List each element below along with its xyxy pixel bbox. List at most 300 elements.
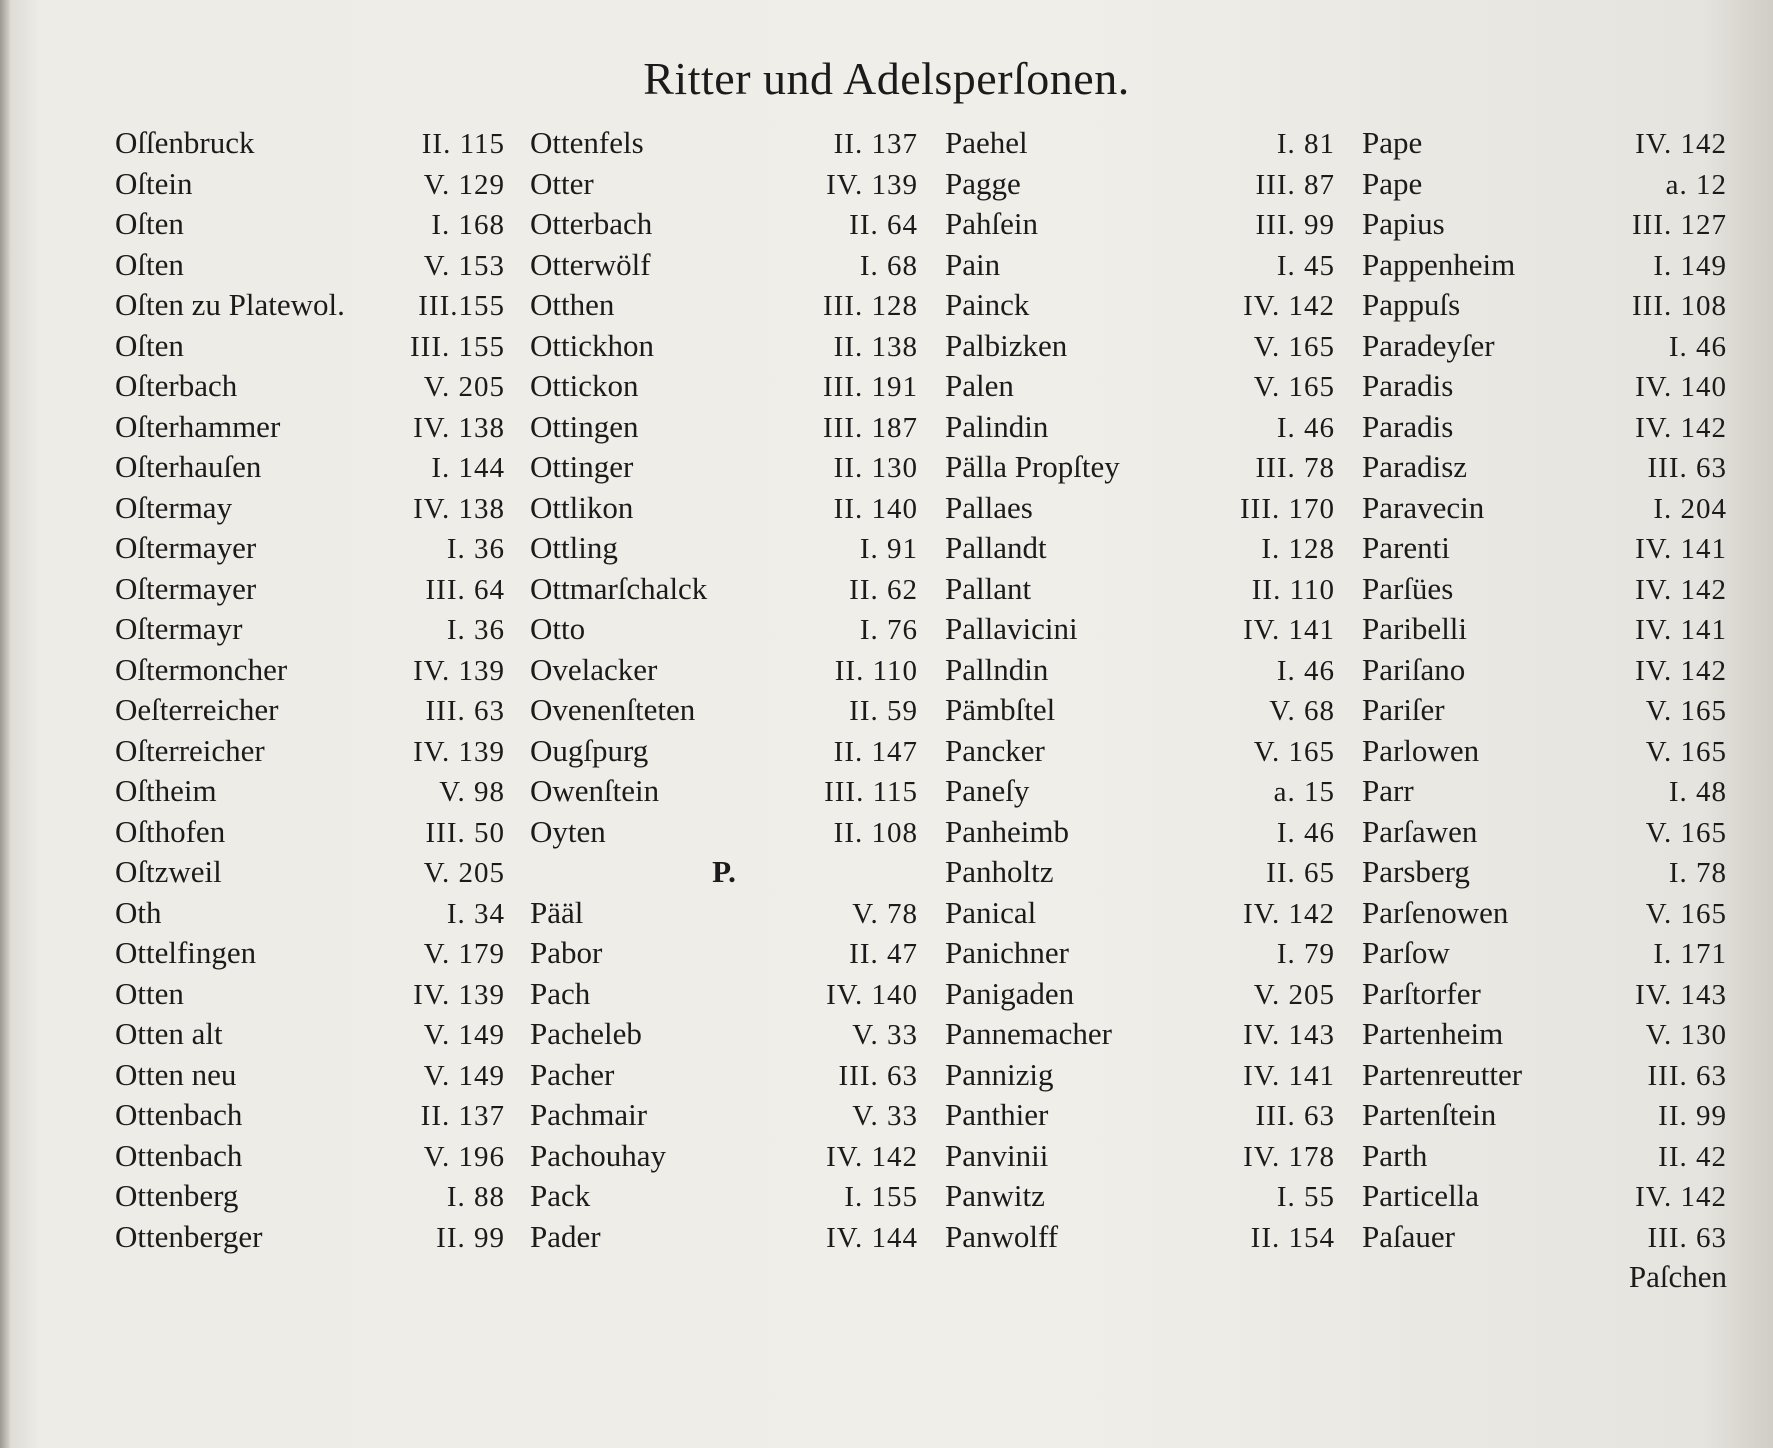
entry-reference: III. 187 [823,411,918,444]
index-entry [945,366,1335,407]
entry-reference: IV. 144 [826,1221,918,1254]
entry-reference: V. 165 [1645,897,1727,930]
index-entry [1362,569,1727,610]
entry-reference: V. 165 [1253,371,1335,403]
index-entry [1362,285,1727,326]
index-entry [945,407,1335,448]
index-entry [115,326,505,367]
entry-name: Pallandt [945,530,1047,565]
index-entry [530,366,918,407]
index-column-1 [115,123,505,1257]
entry-name: Panical [945,894,1037,930]
entry-reference: III.155 [418,290,505,322]
entry-name: Particella [1362,1178,1480,1213]
entry-reference: I. 36 [446,533,505,565]
entry-name: Ottickhon [530,327,654,363]
entry-reference: IV. 142 [1635,411,1727,444]
entry-name: Pack [530,1178,591,1213]
entry-name: Oth [115,894,162,930]
index-entry [115,812,505,853]
index-entry [1362,1014,1727,1055]
entry-name: Panvinii [945,1137,1049,1173]
entry-reference: III. 63 [838,1059,918,1092]
entry-reference: IV. 143 [1635,978,1727,1011]
index-entry [1362,366,1727,407]
index-entry [1362,1136,1727,1177]
index-entry [945,852,1335,893]
entry-reference: III. 108 [1632,290,1727,322]
entry-reference: IV. 143 [1243,1019,1335,1051]
section-heading [530,852,918,893]
entry-reference: IV. 140 [826,978,918,1011]
entry-name: Oſtermayer [115,570,257,606]
index-entry [945,609,1335,650]
entry-name: Oeſterreicher [115,692,279,727]
entry-name: Oſten [115,327,184,363]
entry-reference: IV. 138 [413,411,505,444]
entry-name: Palen [945,368,1014,403]
entry-name: Oſterreicher [115,732,265,768]
index-entry [115,366,505,407]
entry-name: Otter [530,165,594,201]
entry-reference: I. 48 [1668,776,1727,808]
index-entry [530,164,918,205]
entry-name: Paravecin [1362,489,1485,525]
entry-reference: I. 36 [446,614,505,646]
entry-name: Oſterbach [115,368,238,403]
index-entry [945,204,1335,245]
index-entry [1362,852,1727,893]
index-entry [530,285,918,326]
entry-name: Ottlikon [530,489,634,525]
entry-name: Panholtz [945,854,1054,889]
entry-reference: II. 115 [421,128,505,160]
index-entry [530,731,918,772]
entry-name: Pacheleb [530,1016,642,1051]
entry-reference: IV. 141 [1243,614,1335,646]
index-entry [945,1095,1335,1136]
index-entry [115,893,505,934]
index-entry [945,1014,1335,1055]
index-entry [945,933,1335,974]
entry-reference: V. 33 [852,1019,918,1051]
entry-name: Pappuſs [1362,287,1461,322]
index-entry [530,123,918,164]
index-entry [945,245,1335,286]
entry-name: Pabor [530,935,603,970]
entry-name: Painck [945,287,1030,322]
index-entry [115,1136,505,1177]
entry-name: Paribelli [1362,611,1468,646]
entry-name: Oſten [115,246,184,282]
entry-reference: II. 62 [849,573,918,606]
entry-reference: V. 78 [852,897,918,930]
index-entry [530,528,918,569]
entry-reference: V. 196 [423,1140,505,1173]
entry-name: Pallavicini [945,611,1078,646]
page-gutter [0,0,10,1448]
index-entry [115,528,505,569]
index-entry [1362,933,1727,974]
entry-reference: II. 110 [1251,573,1335,606]
entry-name: Pahſein [945,206,1038,241]
entry-reference: V. 165 [1253,330,1335,363]
index-entry [115,933,505,974]
entry-reference: IV. 139 [826,168,918,201]
entry-reference: IV. 139 [413,735,505,768]
index-entry [115,1176,505,1217]
entry-name: Partenſtein [1362,1097,1497,1132]
index-entry [945,650,1335,691]
index-entry [115,1217,505,1258]
entry-name: Oſterhauſen [115,449,262,484]
index-entry [1362,1217,1727,1258]
entry-name: Pääl [530,894,584,930]
entry-name: Ougſpurg [530,732,649,768]
entry-name: Oſtzweil [115,854,222,889]
entry-reference: IV. 142 [826,1140,918,1173]
entry-reference: III. 63 [425,695,505,727]
entry-name: Panwolff [945,1218,1059,1254]
entry-reference: IV. 142 [1635,1181,1727,1213]
index-entry [1362,771,1727,812]
entry-name: Owenſtein [530,773,660,808]
entry-reference: III. 87 [1255,168,1335,201]
entry-reference: I. 149 [1653,249,1727,282]
index-entry [945,488,1335,529]
entry-name: Pallaes [945,489,1033,525]
entry-reference: III. 155 [410,330,505,363]
entry-name: Paradis [1362,368,1454,403]
index-entry [1362,204,1727,245]
entry-name: Otto [530,611,586,646]
entry-reference: II. 99 [436,1221,505,1254]
entry-name: Papius [1362,206,1445,241]
entry-name: Partenreutter [1362,1056,1523,1092]
entry-name: Parſow [1362,935,1450,970]
entry-reference: II. 65 [1266,857,1335,889]
entry-reference: III. 63 [1647,1221,1727,1254]
entry-name: Pain [945,246,1001,282]
entry-name: Oſtheim [115,773,217,808]
entry-reference: V. 149 [423,1059,505,1092]
entry-reference: V. 149 [423,1019,505,1051]
index-entry [115,1095,505,1136]
entry-reference: II. 137 [833,128,918,160]
index-entry [945,569,1335,610]
entry-reference: I. 155 [844,1181,918,1213]
entry-reference: II. 99 [1658,1100,1727,1132]
entry-reference: V. 153 [423,249,505,282]
index-entry [945,690,1335,731]
entry-name: Pachmair [530,1097,648,1132]
index-entry [945,123,1335,164]
index-entry [945,1217,1335,1258]
index-entry [1362,974,1727,1015]
entry-reference: II. 147 [833,735,918,768]
entry-name: Otten alt [115,1016,223,1051]
entry-name: Panigaden [945,975,1075,1011]
entry-name: Oſtermoncher [115,651,288,687]
index-entry [115,285,505,326]
entry-name: Panwitz [945,1178,1045,1213]
entry-name: Parr [1362,773,1414,808]
entry-name: Ottenbach [115,1137,243,1173]
entry-name: Otten neu [115,1056,237,1092]
entry-reference: III. 127 [1632,209,1727,241]
entry-reference: I. 144 [431,452,505,484]
entry-reference: I. 88 [446,1181,505,1213]
index-entry [530,488,918,529]
entry-name: Ottickon [530,368,639,403]
entry-name: Oyten [530,813,606,849]
entry-name: Otthen [530,287,615,322]
index-entry [945,731,1335,772]
index-entry [1362,1176,1727,1217]
index-entry [115,407,505,448]
index-entry [115,164,505,205]
index-entry [945,1136,1335,1177]
index-entry [530,893,918,934]
entry-reference: II. 64 [849,209,918,241]
entry-name: Oſtermayer [115,530,257,565]
entry-reference: I. 171 [1653,938,1727,970]
entry-name: Otterbach [530,206,653,241]
entry-reference: V. 179 [423,938,505,970]
entry-reference: IV. 141 [1635,614,1727,646]
entry-name: Pälla Propſtey [945,449,1120,484]
entry-name: Ottenbach [115,1097,243,1132]
entry-reference: III. 63 [1255,1100,1335,1132]
index-entry [945,164,1335,205]
entry-name: Panichner [945,935,1069,970]
entry-reference: III. 64 [425,573,505,606]
index-entry [115,1014,505,1055]
entry-name: Pannemacher [945,1016,1112,1051]
entry-reference: IV. 141 [1243,1059,1335,1092]
entry-reference: IV. 140 [1635,371,1727,403]
entry-name: Oſtein [115,165,193,201]
index-entry [530,1176,918,1217]
index-entry [945,812,1335,853]
entry-reference: V. 205 [423,857,505,889]
index-entry [1362,893,1727,934]
entry-reference: I. 81 [1276,128,1335,160]
index-entry [530,326,918,367]
entry-name: Panthier [945,1097,1049,1132]
entry-name: Ovenenſteten [530,692,696,727]
index-entry [1362,650,1727,691]
entry-reference: II. 137 [420,1100,505,1132]
entry-name: Pacher [530,1056,615,1092]
entry-name: Parlowen [1362,732,1480,768]
entry-name: Palbizken [945,327,1068,363]
index-entry [115,245,505,286]
index-entry [530,1014,918,1055]
entry-reference: III. 63 [1647,1059,1727,1092]
index-entry [945,326,1335,367]
index-entry [1362,447,1727,488]
index-column-3 [945,123,1335,1257]
entry-name: Oſtermayr [115,611,243,646]
entry-reference: a. 12 [1665,168,1727,201]
entry-reference: V. 129 [423,168,505,201]
entry-reference: V. 205 [423,371,505,403]
index-entry [115,447,505,488]
entry-reference: II. 140 [833,492,918,525]
entry-reference: V. 205 [1253,978,1335,1011]
index-entry [530,245,918,286]
index-entry [530,204,918,245]
entry-reference: IV. 142 [1635,654,1727,687]
entry-name: Pach [530,975,591,1011]
entry-reference: II. 47 [849,938,918,970]
index-entry [115,123,505,164]
entry-reference: IV. 139 [413,654,505,687]
index-entry [530,812,918,853]
index-entry [530,1055,918,1096]
index-entry [115,650,505,691]
section-letter: P. [712,854,736,889]
index-entry [1362,407,1727,448]
entry-name: Ottingen [530,408,639,444]
entry-reference: III. 191 [823,371,918,403]
index-entry [1362,123,1727,164]
index-entry [115,1055,505,1096]
entry-name: Parth [1362,1137,1428,1173]
entry-reference: IV. 178 [1243,1140,1335,1173]
entry-name: Pader [530,1218,601,1254]
index-entry [530,974,918,1015]
entry-reference: IV. 142 [1635,128,1727,160]
entry-name: Pariſer [1362,692,1445,727]
entry-reference: III. 63 [1647,452,1727,484]
entry-name: Oſſenbruck [115,125,255,160]
entry-reference: I. 204 [1653,492,1727,525]
entry-reference: II. 130 [833,452,918,484]
entry-name: Ottenberg [115,1178,239,1213]
index-entry [530,690,918,731]
index-entry [945,528,1335,569]
index-entry [115,609,505,650]
entry-name: Ottenberger [115,1218,263,1254]
index-entry [1362,488,1727,529]
entry-name: Ovelacker [530,651,658,687]
index-entry [530,1095,918,1136]
index-entry [945,447,1335,488]
entry-reference: I. 68 [859,249,918,282]
entry-reference: V. 165 [1253,735,1335,768]
index-entry [115,488,505,529]
index-entry [530,650,918,691]
entry-reference: IV. 142 [1243,290,1335,322]
page-title: Ritter und Adelsperſonen. [643,53,1130,104]
entry-reference: I. 78 [1668,857,1727,889]
entry-name: Parſtorfer [1362,975,1481,1011]
entry-reference: V. 165 [1645,695,1727,727]
entry-reference: III. 50 [425,816,505,849]
entry-name: Paradisz [1362,449,1468,484]
index-entry [1362,609,1727,650]
entry-reference: I. 79 [1276,938,1335,970]
index-entry [530,447,918,488]
entry-name: Ottelfingen [115,935,257,970]
entry-reference: III. 99 [1255,209,1335,241]
index-entry [115,771,505,812]
index-entry [115,690,505,731]
entry-name: Parenti [1362,530,1450,565]
entry-reference: I. 128 [1261,533,1335,565]
index-entry [530,1136,918,1177]
index-entry [1362,812,1727,853]
entry-name: Pannizig [945,1056,1054,1092]
entry-reference: I. 34 [446,897,505,930]
entry-name: Pallndin [945,651,1049,687]
entry-name: Ottmarſchalck [530,570,708,606]
entry-name: Paſauer [1362,1218,1455,1254]
entry-reference: IV. 142 [1243,897,1335,930]
entry-reference: I. 76 [859,614,918,646]
index-entry [530,569,918,610]
entry-reference: I. 168 [431,209,505,241]
index-column-4 [1362,123,1727,1298]
entry-reference: V. 98 [439,776,505,808]
index-entry [530,771,918,812]
entry-name: Ottinger [530,449,634,484]
entry-name: Oſten [115,206,184,241]
entry-reference: I. 46 [1668,330,1727,363]
index-entry [530,407,918,448]
entry-reference: IV. 138 [413,492,505,525]
entry-name: Partenheim [1362,1016,1504,1051]
entry-reference: IV. 141 [1635,533,1727,565]
entry-reference: III. 78 [1255,452,1335,484]
entry-name: Parſawen [1362,813,1478,849]
index-entry [530,1217,918,1258]
entry-reference: III. 128 [823,290,918,322]
index-entry [530,609,918,650]
index-entry [945,771,1335,812]
index-entry [945,1176,1335,1217]
entry-reference: a. 15 [1273,776,1335,808]
entry-name: Ottling [530,530,618,565]
entry-name: Oſten zu Platewol. [115,287,345,322]
entry-name: Palindin [945,408,1049,444]
entry-name: Otterwölf [530,246,651,282]
entry-name: Pape [1362,165,1423,201]
entry-reference: I. 91 [859,533,918,565]
entry-name: Oſterhammer [115,408,281,444]
index-entry [945,974,1335,1015]
index-entry [945,893,1335,934]
index-column-2 [530,123,918,1257]
index-entry [945,1055,1335,1096]
entry-name: Oſtermay [115,489,233,525]
entry-name: Parsberg [1362,854,1470,889]
entry-reference: V. 165 [1645,816,1727,849]
entry-reference: V. 165 [1645,735,1727,768]
index-entry [1362,528,1727,569]
index-entry [1362,731,1727,772]
entry-name: Paradis [1362,408,1454,444]
entry-reference: I. 55 [1276,1181,1335,1213]
entry-reference: IV. 142 [1635,573,1727,606]
entry-reference: II. 42 [1658,1140,1727,1173]
entry-name: Pämbſtel [945,692,1056,727]
index-entry [1362,245,1727,286]
index-entry [115,974,505,1015]
index-entry [530,933,918,974]
